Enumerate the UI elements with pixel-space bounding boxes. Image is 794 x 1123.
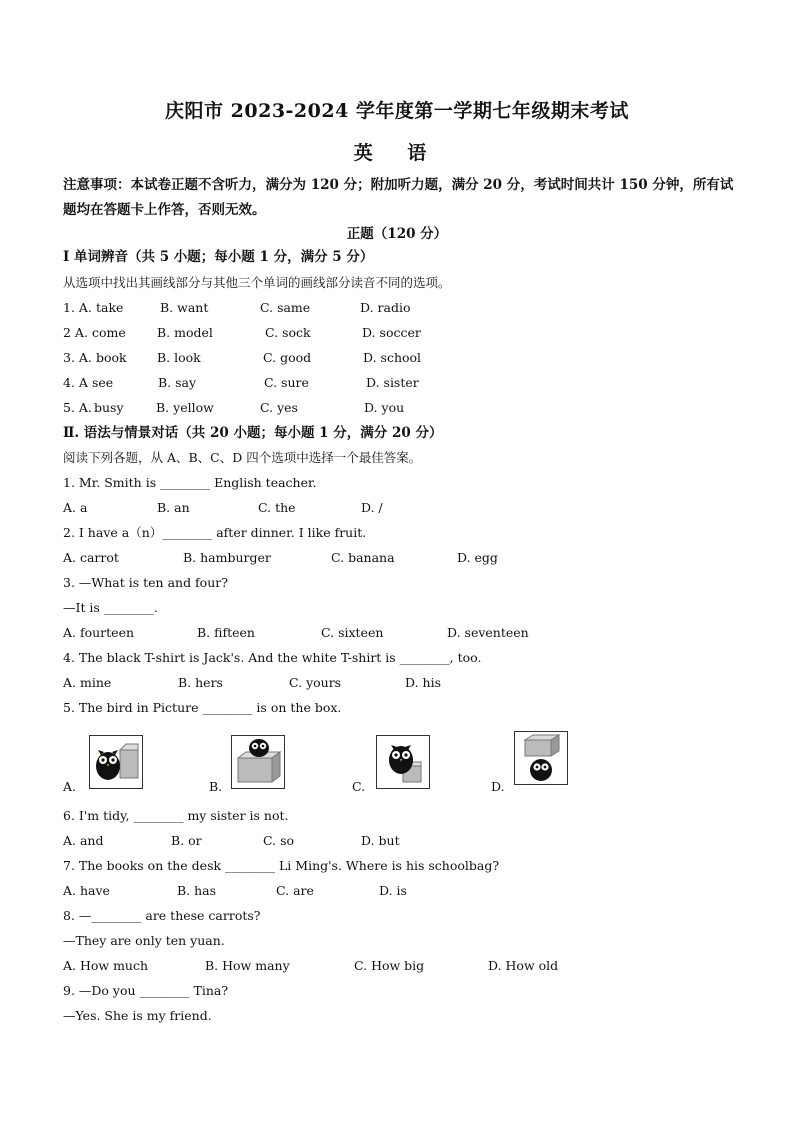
option-c: C. yes: [260, 400, 298, 415]
option-b: B. say: [158, 375, 197, 390]
question-number: 4. A: [63, 375, 88, 390]
option-a: see: [92, 375, 114, 390]
option-b: B. has: [177, 883, 217, 898]
question-stem: 7. The books on the desk ________ Li Ming's. Where is his schoolbag?: [63, 858, 500, 873]
option-a: A. mine: [63, 675, 112, 690]
question-number: 2 A.: [63, 325, 88, 340]
picture-option-c-label: C.: [352, 779, 366, 794]
question-stem: 4. The black T-shirt is Jack's. And the white T-shirt is ________, too.: [63, 650, 482, 665]
option-b: B. hamburger: [183, 550, 271, 565]
question-stem: 5. The bird in Picture ________ is on the box.: [63, 700, 342, 715]
option-b: B. hers: [178, 675, 223, 690]
option-b: B. want: [160, 300, 209, 315]
option-d: D. you: [364, 400, 405, 415]
option-a: A. fourteen: [63, 625, 135, 640]
option-c: C. so: [263, 833, 295, 848]
question-number: 3. A.: [63, 350, 92, 365]
question-stem-answer: —It is ________.: [63, 600, 158, 615]
option-d: D. school: [363, 350, 422, 365]
owl-beside-box-picture: [89, 735, 143, 789]
question-number: 5. A.: [63, 400, 92, 415]
option-d: D. /: [361, 500, 383, 515]
option-c: C. sure: [264, 375, 309, 390]
option-d: D. but: [361, 833, 400, 848]
option-d: D. his: [405, 675, 441, 690]
option-d: D. is: [379, 883, 407, 898]
picture-option-a-label: A.: [63, 779, 77, 794]
exam-title: 庆阳市 2023-2024 学年度第一学期七年级期末考试: [165, 100, 629, 122]
option-d: D. seventeen: [447, 625, 529, 640]
owl-on-box-picture: [231, 735, 285, 789]
option-a: A. have: [63, 883, 110, 898]
question-stem-answer: —Yes. She is my friend.: [63, 1008, 212, 1023]
option-c: C. same: [260, 300, 311, 315]
option-a: come: [92, 325, 126, 340]
option-b: B. an: [157, 500, 190, 515]
option-d: D. egg: [457, 550, 498, 565]
option-d: D. How old: [488, 958, 559, 973]
owl-under-box-picture: [514, 731, 568, 785]
main-part-heading: 正题（120 分）: [346, 226, 448, 242]
option-a: A. and: [63, 833, 104, 848]
option-c: C. are: [276, 883, 314, 898]
question-number: 1. A.: [63, 300, 92, 315]
section2-heading: Ⅱ. 语法与情景对话（共 20 小题；每小题 1 分，满分 20 分）: [63, 425, 443, 441]
option-b: B. How many: [205, 958, 290, 973]
option-b: B. fifteen: [197, 625, 255, 640]
option-d: D. sister: [366, 375, 419, 390]
exam-notice: 注意事项：本试卷正题不含听力，满分为 120 分；附加听力题，满分 20 分，考试时间共计 150 分钟，所有试题均在答题卡上作答，否则无效。: [63, 177, 734, 218]
option-b: B. model: [157, 325, 213, 340]
question-stem: 1. Mr. Smith is ________ English teacher.: [63, 475, 317, 490]
option-b: B. or: [171, 833, 202, 848]
option-c: C. good: [263, 350, 312, 365]
option-a: take: [96, 300, 124, 315]
picture-option-b-label: B.: [209, 779, 223, 794]
question-stem: 9. —Do you ________ Tina?: [63, 983, 229, 998]
option-d: D. radio: [360, 300, 411, 315]
option-a: A. carrot: [63, 550, 119, 565]
option-c: C. sock: [265, 325, 311, 340]
question-stem: 8. —________ are these carrots?: [63, 908, 261, 923]
option-d: D. soccer: [362, 325, 421, 340]
option-c: C. sixteen: [321, 625, 384, 640]
question-stem: 3. —What is ten and four?: [63, 575, 228, 590]
option-a: A. a: [63, 500, 88, 515]
option-c: C. yours: [289, 675, 342, 690]
option-c: C. banana: [331, 550, 395, 565]
option-c: C. the: [258, 500, 296, 515]
picture-option-d-label: D.: [491, 779, 505, 794]
option-b: B. look: [157, 350, 201, 365]
section1-instruction: 从选项中找出其画线部分与其他三个单词的画线部分读音不同的选项。: [63, 275, 451, 290]
subject-title: 英 语: [353, 142, 441, 164]
option-a: busy: [94, 400, 124, 415]
owl-in-front-of-box-picture: [376, 735, 430, 789]
option-a: book: [96, 350, 127, 365]
question-stem: 2. I have a（n）________ after dinner. I like fruit.: [63, 525, 367, 540]
question-stem: 6. I'm tidy, ________ my sister is not.: [63, 808, 289, 823]
section2-instruction: 阅读下列各题，从 A、B、C、D 四个选项中选择一个最佳答案。: [63, 450, 422, 465]
question-stem-answer: —They are only ten yuan.: [63, 933, 225, 948]
option-b: B. yellow: [156, 400, 214, 415]
option-c: C. How big: [354, 958, 425, 973]
option-a: A. How much: [63, 958, 149, 973]
section1-heading: Ⅰ 单词辨音（共 5 小题；每小题 1 分，满分 5 分）: [63, 249, 374, 265]
